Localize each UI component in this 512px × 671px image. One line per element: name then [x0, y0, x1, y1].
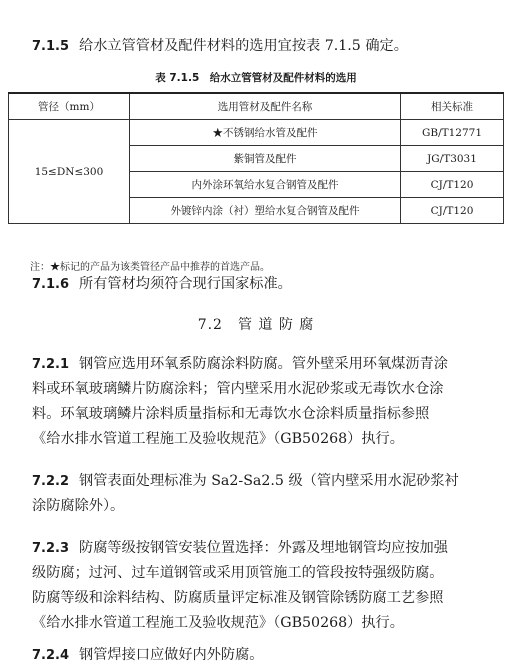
clause-text: 钢管表面处理标准为 Sa2-Sa2.5 级（管内壁采用水泥砂浆衬 — [79, 473, 459, 489]
materials-table — [8, 92, 504, 224]
header-diameter: 管径（mm） — [9, 93, 130, 120]
clause-number: 7.2.1 — [32, 357, 70, 372]
clause-text: 防腐等级按钢管安装位置选择：外露及埋地钢管均应按加强 — [79, 540, 448, 556]
clause-number: 7.2.2 — [32, 474, 70, 489]
table-row — [9, 120, 504, 146]
clause-text: 钢管焊接口应做好内外防腐。 — [79, 647, 264, 663]
standard-cell: JG/T3031 — [401, 146, 504, 172]
clause-text-line: 级防腐；过河、过车道钢管或采用顶管施工的管段按特强级防腐。 — [32, 565, 444, 581]
clause-text-line: 防腐等级和涂料结构、防腐质量评定标准及钢管除锈防腐工艺参照 — [32, 590, 444, 606]
clause-number: 7.2.3 — [32, 541, 70, 556]
header-material: 选用管材及配件名称 — [130, 93, 401, 120]
material-cell: ★不锈钢给水管及配件 — [130, 120, 401, 146]
standard-cell: CJ/T120 — [401, 172, 504, 198]
clause-7-2-1-line-1 — [32, 352, 500, 378]
standard-cell: CJ/T120 — [401, 198, 504, 224]
clause-text: 给水立管管材及配件材料的选用宜按表 7.1.5 确定。 — [79, 38, 408, 54]
clause-number: 7.1.6 — [32, 277, 70, 292]
clause-text-line: 涂防腐除外）。 — [32, 498, 125, 514]
clause-text-line: 料或环氧玻璃鳞片防腐涂料；管内壁采用水泥砂浆或无毒饮水仓涂 — [32, 381, 444, 397]
clause-number: 7.2.4 — [32, 648, 70, 663]
diameter-cell: 15≤DN≤300 — [9, 120, 130, 224]
clause-7-2-3-line-1 — [32, 536, 500, 562]
material-cell: 外镀锌内涂（衬）塑给水复合钢管及配件 — [130, 198, 401, 224]
material-cell: 内外涂环氧给水复合钢管及配件 — [130, 172, 401, 198]
table-note: 注：★标记的产品为该类管径产品中推荐的首选产品。 — [30, 262, 270, 273]
clause-text-line: 料。环氧玻璃鳞片涂料质量指标和无毒饮水仓涂料质量指标参照 — [32, 406, 430, 422]
material-cell: 紫铜管及配件 — [130, 146, 401, 172]
table-header-row — [9, 93, 504, 120]
header-standard: 相关标准 — [401, 93, 504, 120]
clause-text-line: 《给水排水管道工程施工及验收规范》（GB50268）执行。 — [32, 615, 404, 631]
standard-cell: GB/T12771 — [401, 120, 504, 146]
clause-7-2-4 — [32, 643, 500, 669]
clause-7-2-2-line-1 — [32, 469, 500, 495]
table-caption: 表 7.1.5 给水立管管材及配件材料的选用 — [155, 72, 357, 84]
clause-text: 钢管应选用环氧系防腐涂料防腐。管外壁采用环氧煤沥青涂 — [79, 356, 448, 372]
clause-text-line: 《给水排水管道工程施工及验收规范》（GB50268）执行。 — [32, 431, 404, 447]
section-heading: 7.2 管 道 防 腐 — [197, 317, 315, 333]
clause-number: 7.1.5 — [32, 39, 70, 54]
clause-7-1-6 — [32, 272, 500, 298]
clause-7-1-5 — [32, 34, 500, 60]
clause-text: 所有管材均须符合现行国家标准。 — [79, 276, 292, 292]
